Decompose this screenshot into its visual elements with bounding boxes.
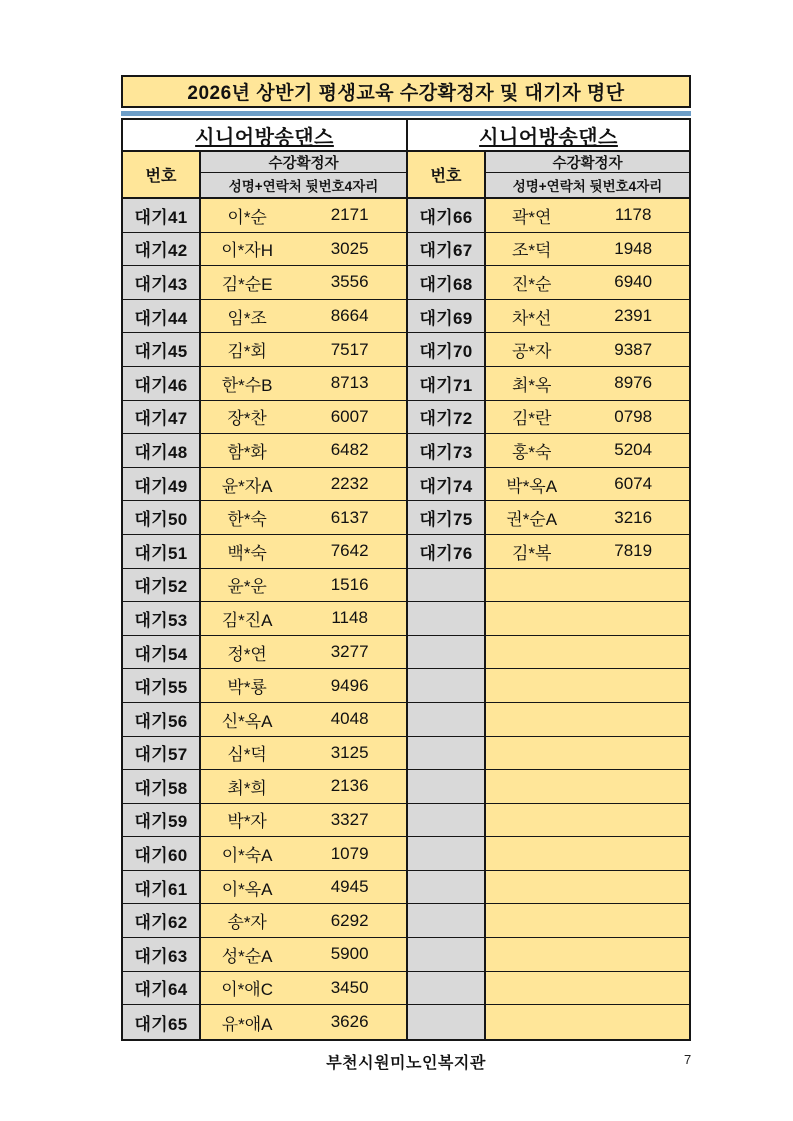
row-name: 공*자 bbox=[511, 342, 552, 362]
page-number: 7 bbox=[684, 1052, 692, 1067]
footer-org-name: 부천시원미노인복지관 bbox=[326, 1055, 486, 1072]
table-body bbox=[123, 199, 406, 1039]
row-number-cell: 대기75 bbox=[408, 501, 486, 534]
table-row bbox=[408, 199, 689, 233]
row-phone: 3216 bbox=[614, 507, 653, 527]
row-number-cell bbox=[408, 804, 486, 837]
row-phone: 9387 bbox=[614, 339, 653, 359]
row-data-cell bbox=[201, 871, 406, 904]
table-row bbox=[408, 1005, 689, 1039]
row-name: 박*룡 bbox=[227, 678, 267, 698]
row-number-cell: 대기54 bbox=[123, 636, 201, 669]
row-data-cell bbox=[201, 602, 406, 635]
row-phone: 8664 bbox=[330, 306, 369, 326]
row-phone: 4945 bbox=[330, 877, 369, 897]
row-name: 김*란 bbox=[511, 409, 552, 429]
row-phone: 9496 bbox=[330, 675, 369, 695]
row-data-cell bbox=[201, 703, 406, 736]
row-name: 조*덕 bbox=[511, 241, 552, 261]
row-name: 최*희 bbox=[227, 778, 267, 798]
header-confirmed-group bbox=[201, 152, 406, 197]
row-phone: 5204 bbox=[614, 440, 653, 460]
row-data-cell bbox=[201, 636, 406, 669]
row-number-cell: 대기47 bbox=[123, 401, 201, 434]
row-name: 김*순E bbox=[221, 274, 273, 294]
row-data-cell bbox=[486, 501, 689, 534]
row-name: 홍*숙 bbox=[511, 442, 552, 462]
row-phone: 6137 bbox=[330, 507, 369, 527]
row-data-cell bbox=[201, 434, 406, 467]
row-number-cell: 대기55 bbox=[123, 669, 201, 702]
row-number-cell: 대기51 bbox=[123, 535, 201, 568]
row-data-cell bbox=[486, 233, 689, 266]
row-number-cell bbox=[408, 837, 486, 870]
row-phone: 3626 bbox=[330, 1012, 369, 1032]
row-number-cell: 대기58 bbox=[123, 770, 201, 803]
table-row bbox=[123, 266, 406, 300]
table-row bbox=[123, 871, 406, 905]
row-data-cell bbox=[486, 837, 689, 870]
row-name: 권*순A bbox=[506, 510, 558, 530]
row-data-cell bbox=[201, 367, 406, 400]
row-number-cell: 대기74 bbox=[408, 468, 486, 501]
row-number-cell: 대기66 bbox=[408, 199, 486, 232]
table-row bbox=[408, 434, 689, 468]
row-name: 김*복 bbox=[511, 543, 552, 563]
table-row bbox=[123, 501, 406, 535]
table-row bbox=[408, 300, 689, 334]
row-number-cell: 대기72 bbox=[408, 401, 486, 434]
row-data-cell bbox=[486, 737, 689, 770]
row-name: 유*애A bbox=[221, 1014, 273, 1034]
row-number-cell: 대기50 bbox=[123, 501, 201, 534]
header-confirmed: 수강확정자 bbox=[201, 152, 406, 173]
table-row bbox=[408, 938, 689, 972]
table-row bbox=[408, 804, 689, 838]
row-name: 한*수B bbox=[221, 375, 273, 395]
row-name: 한*숙 bbox=[227, 510, 267, 530]
row-number-cell: 대기60 bbox=[123, 837, 201, 870]
row-number-cell: 대기76 bbox=[408, 535, 486, 568]
table-row bbox=[408, 266, 689, 300]
row-number-cell: 대기56 bbox=[123, 703, 201, 736]
row-phone: 6940 bbox=[614, 272, 653, 292]
waitlist-table-right bbox=[406, 120, 689, 1039]
row-phone: 7517 bbox=[330, 339, 369, 359]
program-name-row bbox=[408, 120, 689, 152]
row-data-cell bbox=[201, 266, 406, 299]
row-phone: 7642 bbox=[330, 541, 369, 561]
table-row bbox=[123, 468, 406, 502]
table-row bbox=[123, 804, 406, 838]
table-row bbox=[123, 1005, 406, 1039]
row-name: 송*자 bbox=[227, 913, 267, 933]
row-name: 신*옥A bbox=[221, 711, 273, 731]
table-row bbox=[408, 669, 689, 703]
table-row bbox=[123, 569, 406, 603]
row-data-cell bbox=[486, 569, 689, 602]
row-name: 이*애C bbox=[221, 980, 273, 1000]
row-phone: 2136 bbox=[330, 776, 369, 796]
header-confirmed: 수강확정자 bbox=[486, 152, 689, 173]
header-name-phone: 성명+연락처 뒷번호4자리 bbox=[486, 173, 689, 197]
table-row bbox=[123, 367, 406, 401]
header-number: 번호 bbox=[408, 152, 486, 197]
row-number-cell bbox=[408, 871, 486, 904]
row-name: 심*덕 bbox=[227, 745, 267, 765]
row-number-cell: 대기64 bbox=[123, 972, 201, 1005]
blue-divider bbox=[121, 111, 691, 116]
row-data-cell bbox=[201, 333, 406, 366]
table-row bbox=[408, 367, 689, 401]
row-name: 박*자 bbox=[227, 812, 267, 832]
row-number-cell bbox=[408, 972, 486, 1005]
row-phone: 2171 bbox=[330, 205, 369, 225]
row-data-cell bbox=[201, 837, 406, 870]
row-phone: 1516 bbox=[330, 574, 369, 594]
table-row bbox=[408, 333, 689, 367]
row-number-cell: 대기57 bbox=[123, 737, 201, 770]
row-data-cell bbox=[486, 904, 689, 937]
row-name: 이*자H bbox=[221, 241, 273, 261]
row-data-cell bbox=[486, 266, 689, 299]
row-data-cell bbox=[201, 804, 406, 837]
program-name: 시니어방송댄스 bbox=[479, 126, 618, 149]
table-row bbox=[123, 401, 406, 435]
table-row bbox=[123, 837, 406, 871]
document-sheet bbox=[121, 75, 691, 1041]
header-name-phone: 성명+연락처 뒷번호4자리 bbox=[201, 173, 406, 197]
header-number: 번호 bbox=[123, 152, 201, 197]
row-phone: 5900 bbox=[330, 944, 369, 964]
row-number-cell: 대기48 bbox=[123, 434, 201, 467]
row-data-cell bbox=[486, 669, 689, 702]
table-row bbox=[123, 737, 406, 771]
table-row bbox=[408, 770, 689, 804]
row-phone: 3556 bbox=[330, 272, 369, 292]
row-number-cell: 대기49 bbox=[123, 468, 201, 501]
row-name: 최*옥 bbox=[511, 375, 552, 395]
row-phone: 6007 bbox=[330, 406, 369, 426]
table-row bbox=[123, 233, 406, 267]
row-phone: 2232 bbox=[330, 474, 369, 494]
program-name: 시니어방송댄스 bbox=[195, 126, 334, 149]
row-data-cell bbox=[201, 972, 406, 1005]
row-name: 윤*자A bbox=[221, 476, 273, 496]
row-number-cell bbox=[408, 636, 486, 669]
row-phone: 6292 bbox=[330, 910, 369, 930]
row-data-cell bbox=[201, 938, 406, 971]
table-row bbox=[123, 535, 406, 569]
page-title: 2026년 상반기 평생교육 수강확정자 및 대기자 명단 bbox=[187, 83, 625, 104]
table-row bbox=[408, 904, 689, 938]
row-number-cell bbox=[408, 737, 486, 770]
row-number-cell: 대기42 bbox=[123, 233, 201, 266]
row-name: 함*화 bbox=[227, 442, 267, 462]
program-name-row bbox=[123, 120, 406, 152]
row-number-cell: 대기44 bbox=[123, 300, 201, 333]
row-data-cell bbox=[201, 904, 406, 937]
table-header-row bbox=[408, 152, 689, 199]
row-phone: 1079 bbox=[330, 843, 369, 863]
row-number-cell bbox=[408, 602, 486, 635]
table-row bbox=[408, 468, 689, 502]
row-phone: 3277 bbox=[330, 642, 369, 662]
row-name: 곽*연 bbox=[511, 207, 552, 227]
table-row bbox=[123, 703, 406, 737]
waitlist-table-left bbox=[123, 120, 406, 1039]
row-number-cell bbox=[408, 770, 486, 803]
row-phone: 1148 bbox=[331, 608, 368, 628]
row-data-cell bbox=[486, 468, 689, 501]
row-name: 김*회 bbox=[227, 342, 267, 362]
table-row bbox=[123, 434, 406, 468]
row-phone: 7819 bbox=[614, 541, 653, 561]
row-name: 이*숙A bbox=[221, 846, 273, 866]
row-phone: 1948 bbox=[614, 238, 653, 258]
row-name: 성*순A bbox=[221, 946, 273, 966]
row-data-cell bbox=[486, 804, 689, 837]
row-data-cell bbox=[486, 602, 689, 635]
row-data-cell bbox=[486, 333, 689, 366]
row-name: 진*순 bbox=[511, 274, 552, 294]
row-phone: 4048 bbox=[330, 709, 369, 729]
table-row bbox=[408, 737, 689, 771]
row-data-cell bbox=[201, 569, 406, 602]
row-number-cell: 대기67 bbox=[408, 233, 486, 266]
row-number-cell: 대기71 bbox=[408, 367, 486, 400]
row-number-cell: 대기61 bbox=[123, 871, 201, 904]
table-row bbox=[123, 938, 406, 972]
row-number-cell bbox=[408, 1005, 486, 1039]
table-row bbox=[408, 871, 689, 905]
table-row bbox=[408, 837, 689, 871]
row-number-cell: 대기63 bbox=[123, 938, 201, 971]
row-number-cell: 대기53 bbox=[123, 602, 201, 635]
row-number-cell bbox=[408, 938, 486, 971]
row-data-cell bbox=[486, 972, 689, 1005]
table-row bbox=[408, 602, 689, 636]
row-number-cell: 대기73 bbox=[408, 434, 486, 467]
row-number-cell: 대기62 bbox=[123, 904, 201, 937]
table-row bbox=[408, 401, 689, 435]
row-data-cell bbox=[486, 1005, 689, 1039]
waitlist-tables bbox=[121, 118, 691, 1041]
row-number-cell bbox=[408, 669, 486, 702]
row-number-cell: 대기68 bbox=[408, 266, 486, 299]
row-number-cell: 대기59 bbox=[123, 804, 201, 837]
table-row bbox=[408, 569, 689, 603]
row-data-cell bbox=[486, 703, 689, 736]
row-phone: 8976 bbox=[614, 373, 653, 393]
table-row bbox=[123, 972, 406, 1006]
row-data-cell bbox=[201, 669, 406, 702]
table-body bbox=[408, 199, 689, 1039]
row-number-cell: 대기65 bbox=[123, 1005, 201, 1039]
document-title-bar bbox=[121, 75, 691, 108]
row-phone: 0798 bbox=[614, 406, 653, 426]
row-number-cell bbox=[408, 904, 486, 937]
row-data-cell bbox=[486, 535, 689, 568]
row-data-cell bbox=[201, 501, 406, 534]
table-row bbox=[408, 535, 689, 569]
row-data-cell bbox=[201, 535, 406, 568]
row-data-cell bbox=[486, 938, 689, 971]
row-name: 이*순 bbox=[227, 207, 267, 227]
row-data-cell bbox=[201, 1005, 406, 1039]
row-data-cell bbox=[201, 199, 406, 232]
table-row bbox=[123, 770, 406, 804]
row-phone: 6074 bbox=[614, 474, 653, 494]
row-data-cell bbox=[201, 770, 406, 803]
table-row bbox=[123, 300, 406, 334]
row-number-cell: 대기43 bbox=[123, 266, 201, 299]
row-data-cell bbox=[201, 401, 406, 434]
table-row bbox=[408, 972, 689, 1006]
table-row bbox=[123, 669, 406, 703]
row-data-cell bbox=[486, 300, 689, 333]
row-data-cell bbox=[486, 434, 689, 467]
row-phone: 3450 bbox=[330, 977, 369, 997]
row-phone: 2391 bbox=[614, 306, 653, 326]
row-data-cell bbox=[201, 737, 406, 770]
row-number-cell bbox=[408, 569, 486, 602]
row-number-cell: 대기46 bbox=[123, 367, 201, 400]
table-row bbox=[123, 199, 406, 233]
row-data-cell bbox=[486, 770, 689, 803]
row-data-cell bbox=[486, 871, 689, 904]
row-phone: 8713 bbox=[330, 373, 369, 393]
row-name: 윤*운 bbox=[227, 577, 267, 597]
table-row bbox=[123, 636, 406, 670]
row-phone: 1178 bbox=[614, 205, 652, 225]
row-data-cell bbox=[486, 367, 689, 400]
table-row bbox=[408, 501, 689, 535]
table-row bbox=[123, 904, 406, 938]
row-name: 이*옥A bbox=[221, 879, 273, 899]
row-name: 정*연 bbox=[227, 644, 267, 664]
row-number-cell: 대기45 bbox=[123, 333, 201, 366]
row-phone: 3125 bbox=[330, 742, 369, 762]
row-name: 백*숙 bbox=[227, 543, 267, 563]
row-number-cell: 대기52 bbox=[123, 569, 201, 602]
table-row bbox=[123, 333, 406, 367]
row-name: 임*조 bbox=[227, 308, 267, 328]
row-number-cell: 대기41 bbox=[123, 199, 201, 232]
header-confirmed-group bbox=[486, 152, 689, 197]
row-number-cell bbox=[408, 703, 486, 736]
table-row bbox=[123, 602, 406, 636]
row-number-cell: 대기70 bbox=[408, 333, 486, 366]
row-data-cell bbox=[486, 199, 689, 232]
row-phone: 6482 bbox=[330, 440, 369, 460]
row-data-cell bbox=[486, 401, 689, 434]
row-name: 김*진A bbox=[221, 610, 273, 630]
row-name: 장*찬 bbox=[227, 409, 267, 429]
row-phone: 3025 bbox=[330, 238, 369, 258]
table-row bbox=[408, 636, 689, 670]
row-name: 박*옥A bbox=[506, 476, 558, 496]
row-data-cell bbox=[201, 300, 406, 333]
row-phone: 3327 bbox=[330, 809, 369, 829]
row-number-cell: 대기69 bbox=[408, 300, 486, 333]
row-data-cell bbox=[201, 233, 406, 266]
table-header-row bbox=[123, 152, 406, 199]
row-data-cell bbox=[201, 468, 406, 501]
row-data-cell bbox=[486, 636, 689, 669]
row-name: 차*선 bbox=[511, 308, 552, 328]
table-row bbox=[408, 233, 689, 267]
table-row bbox=[408, 703, 689, 737]
